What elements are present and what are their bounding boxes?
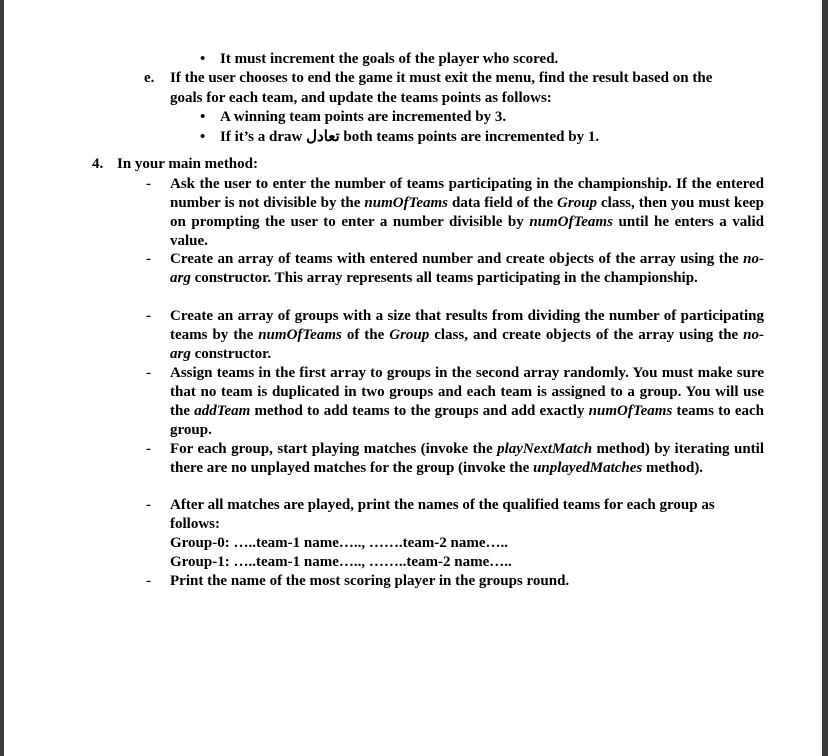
dash-marker: - [146,365,151,381]
group-1-line: Group-1: …..team-1 name….., ……..team-2 name….. [170,554,512,570]
paragraph-array-teams: Create an array of teams with entered number and create objects of the array using the no-arg constructor. This array represents all teams participating in the championship. [170,251,764,286]
section-4-heading: In your main method: [117,156,258,172]
bullet-increment-goals [220,50,558,69]
paragraph-ask-user: Ask the user to enter the number of teams participating in the championship. If the entered number is not divisible by the numOfTeams data field of the Group class, then you must keep on prompting the user to enter a number divisible by numOfTeams until he enters a valid value. [170,176,764,249]
paragraph-assign-teams: Assign teams in the first array to groups in the second array randomly. You must make sure that no team is duplicated in two groups and each team is assigned to a group. You will use the addTeam method to add teams to the groups and add exactly numOfTeams teams to each group. [170,365,765,438]
dash-marker: - [146,441,151,457]
bullet-text: A winning team points are incremented by 3. [220,109,507,125]
dash-marker: - [146,176,151,192]
bullet-text: It must increment the goals of the player who scored. [220,51,559,67]
dash-marker: - [146,573,151,589]
bullet-draw-points [220,128,599,147]
dash-marker: - [146,308,151,324]
bullet-winning-points [220,108,506,127]
dash-marker: - [146,497,151,513]
group-0-line: Group-0: …..team-1 name….., …….team-2 name….. [170,535,509,551]
paragraph-most-scoring: Print the name of the most scoring player in the groups round. [170,573,570,589]
bullet-text: If it’s a draw تعادل both teams points are incremented by 1. [220,129,600,145]
paragraph-play-matches: For each group, start playing matches (invoke the playNextMatch method) by iterating until there are no unplayed matches for the group (invoke the unplayedMatches method). [170,441,764,476]
paragraph-print-qualified: After all matches are played, print the names of the qualified teams for each group as follows: [170,497,715,532]
paragraph-array-groups: Create an array of groups with a size that results from dividing the number of participating teams by the numOfTeams of the Group class, and create objects of the array using the no-arg constructor. [170,308,765,362]
dash-marker: - [146,251,151,267]
document-page [4,0,822,756]
item-e-line2: goals for each team, and update the teams points as follows: [170,90,552,106]
list-marker-e: e. [144,70,155,86]
section-4-marker: 4. [92,156,104,172]
item-e-line1: If the user chooses to end the game it must exit the menu, find the result based on the [170,70,713,86]
